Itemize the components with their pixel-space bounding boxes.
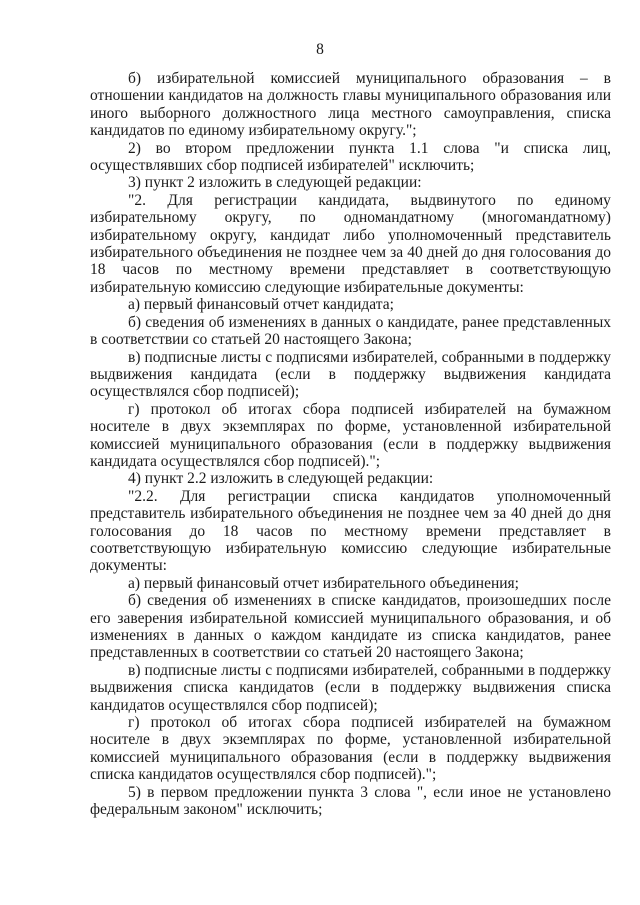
word: кандидатов: [399, 487, 475, 505]
paragraph-6: б) сведения об изменениях в данных о кандидате, ранее представленных в соответствии со статьей 20 настоящего Закона;: [90, 313, 611, 349]
word: регистрации: [214, 191, 297, 209]
word: округу,: [224, 209, 272, 227]
paragraph-12: б) сведения об изменениях в списке кандидатов, произошедших после его заверения избирательной комиссией муниципального образования, и об изменениях в данных о каждом кандидате из списка кандидатов, ранее представленных в соответствии со статьей 20 настоящего Закона;: [90, 592, 611, 662]
word: кандидата,: [318, 191, 390, 209]
paragraph-4-line-2: [90, 209, 611, 226]
document-body: [90, 70, 611, 818]
paragraph-4-rest: избирательному округу, кандидат либо уполномоченный представитель избирательного объединения не позднее чем за 40 дней до дня голосования до 18 часов по местному времени представляет в соответствующую избирательную комиссию следующие избирательные документы:: [90, 226, 611, 296]
paragraph-11: а) первый финансовый отчет избирательного объединения;: [128, 574, 519, 592]
word: уполномоченный: [496, 487, 611, 505]
paragraph-7: в) подписные листы с подписями избирателей, собранными в поддержку выдвижения кандидата (если в поддержку выдвижения кандидата осуществлялся сбор подписей);: [90, 348, 611, 401]
word: по: [299, 209, 316, 227]
paragraph-15: 5) в первом предложении пункта 3 слова ", если иное не установлено федеральным законом" исключить;: [90, 783, 611, 819]
page-number: 8: [316, 41, 324, 58]
paragraph-5: а) первый финансовый отчет кандидата;: [128, 296, 394, 314]
word: Для: [167, 191, 193, 209]
word: Для: [179, 487, 206, 505]
word: выдвинутого: [410, 191, 496, 209]
word: одномандатному: [343, 209, 455, 227]
word: списка: [332, 487, 378, 505]
word: единому: [554, 191, 611, 209]
paragraph-10-rest: представитель избирательного объединения не позднее чем за 40 дней до дня голосования до 18 часов по местному времени представляет в соответствующую избирательную комиссию следующие избирательные документы:: [90, 505, 611, 575]
paragraph-14: г) протокол об итогах сбора подписей избирателей на бумажном носителе в двух экземплярах по форме, установленной избирательной комиссией муниципального образования (если в поддержку выдвижения списка кандидатов осуществлялся сбор подписей).";: [90, 714, 611, 784]
word: регистрации: [227, 487, 311, 505]
word: по: [517, 191, 534, 209]
paragraph-4-line-1: [128, 192, 611, 209]
paragraph-8: г) протокол об итогах сбора подписей избирателей на бумажном носителе в двух экземплярах по форме, установленной избирательной комиссией муниципального образования (если в поддержку выдвижения кандидата осуществлялся сбор подписей).";: [90, 400, 611, 470]
word: "2.2.: [128, 487, 158, 505]
word: "2.: [128, 191, 146, 209]
paragraph-1: б) избирательной комиссией муниципального образования – в отношении кандидатов на должность главы муниципального образования или иного выборного должностного лица местного самоуправления, списка кандидатов по единому избирательному округу.";: [90, 70, 611, 140]
paragraph-2: 2) во втором предложении пункта 1.1 слова "и списка лиц, осуществлявших сбор подписей избирателей" исключить;: [90, 139, 611, 175]
word: избирательному: [90, 209, 197, 227]
paragraph-3: 3) пункт 2 изложить в следующей редакции:: [128, 174, 422, 192]
paragraph-9: 4) пункт 2.2 изложить в следующей редакции:: [128, 470, 434, 488]
paragraph-10-line-1: [128, 488, 611, 505]
word: (многомандатному): [482, 209, 611, 227]
paragraph-13: в) подписные листы с подписями избирателей, собранными в поддержку выдвижения списка кандидатов (если в поддержку выдвижения списка кандидатов осуществлялся сбор подписей);: [90, 661, 611, 714]
